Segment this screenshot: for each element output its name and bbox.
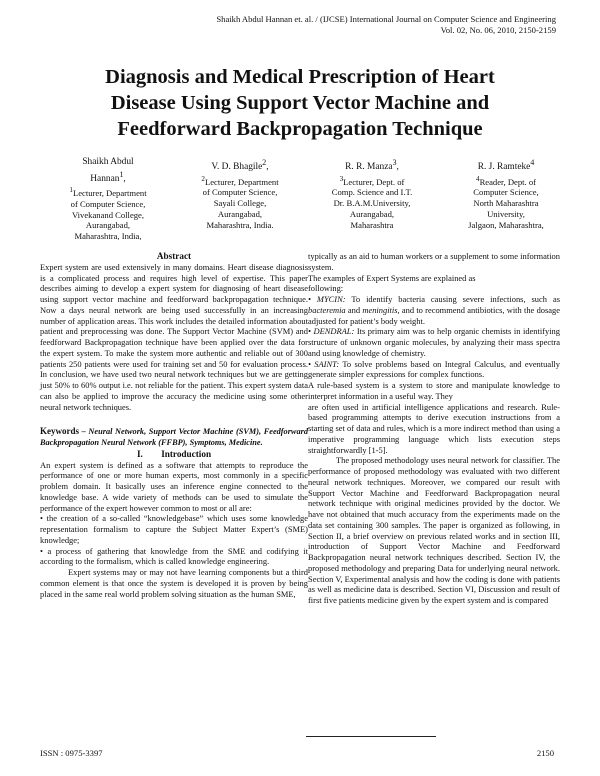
author-name: V. D. Bhagile$^2$, xyxy=(211,158,269,173)
body-paragraph: are often used in artificial intelligence applications and research. Rule-based programming attempts to derive execution instructions from a starting set of data and rules, which is a more indirect method than using a imperative programming language which lists execution steps straightforwardly [1-5]. xyxy=(308,401,560,455)
footnote-divider xyxy=(306,736,436,737)
title-line-1: Diagnosis and Medical Prescription of Heart xyxy=(105,66,495,88)
title-line-2: Disease Using Support Vector Machine and xyxy=(110,92,490,114)
intro-bullet: • the creation of a so-called “knowledgebase” which uses some knowledge representation formalism to capture the Subject Matter Expert’s (SME) knowledge; xyxy=(40,513,308,545)
author-affiliation: Vivekanand College, xyxy=(71,209,145,220)
author-name: Shaikh Abdul xyxy=(82,157,134,167)
author-affiliation: $^1$Lecturer, Department xyxy=(69,186,147,198)
section-heading-introduction: I. Introduction xyxy=(136,448,212,459)
keywords-label: Keywords xyxy=(40,426,79,437)
example-mycin: • MYCIN: To identify bacteria causing severe infections, such as bacteremia and meningitis, and to recommend antibiotics, with the dosage adjusted for patient’s body weight. xyxy=(308,294,560,326)
left-column xyxy=(40,251,308,599)
abstract-text: Expert system are used extensively in many domains. Heart disease diagnosis is a complicated process and requires high level of expertise. This paper describes aiming to develop a expert system for diagnosing of heart disease using support vector machine and feedforward backpropagation technique. Now a days neural network are being used successfully in an increasing number of application areas. This work includes the detailed information about patient and preprocessing was done. The Support Vector Machine (SVM) and feedforward Backpropagation technique have been applied over the data for the expert system. To make the system more authentic and reliable out of 300 patients 250 patients were used for training set and 50 for evaluation process. In conclusion, we have used two neural network techniques but we are getting just 50% to 60% output i.e. not reliable for the patient. This expert system data can also be applied to improve the accuracy the medicine using some other neural network techniques. xyxy=(40,261,308,412)
author-affiliation: Maharashtra, India, xyxy=(74,231,142,242)
body-paragraph: typically as an aid to human workers or a supplement to some information system. xyxy=(308,251,560,272)
author-affiliation: Maharashtra, India. xyxy=(206,219,274,230)
author-block xyxy=(52,157,562,253)
author-affiliation: of Computer Science, xyxy=(70,198,146,209)
author-affiliation: Dr. B.A.M.University, xyxy=(333,198,411,209)
keywords-text: – Neural Network, Support Vector Machine (SVM), Feedforward Backpropagation Neural Network (FFBP), Symptoms, Medicine. xyxy=(40,427,308,447)
author-name: R. J. Ramteke$^4$ xyxy=(477,158,535,173)
footer-issn: ISSN : 0975-3397 xyxy=(40,748,103,758)
author-name-cont: Hannan$^1$, xyxy=(90,169,126,184)
author-affiliation: Aurangabad, xyxy=(85,220,131,231)
header-journal-line: Shaikh Abdul Hannan et. al. / (IJCSE) International Journal on Computer Science and Engineering xyxy=(216,14,556,24)
body-paragraph: following: xyxy=(308,283,344,294)
author-2 xyxy=(184,157,296,230)
title-line-3: Feedforward Backpropagation Technique xyxy=(117,118,483,140)
author-affiliation: of Computer Science, xyxy=(202,187,278,198)
author-affiliation: North Maharashtra xyxy=(473,198,539,209)
author-affiliation: Computer Science, xyxy=(473,187,539,198)
body-paragraph: The examples of Expert Systems are explained as xyxy=(308,272,476,283)
running-header xyxy=(136,14,556,35)
footer-page-number: 2150 xyxy=(536,748,554,758)
author-affiliation: University, xyxy=(487,208,525,219)
author-name: R. R. Manza$^3$, xyxy=(345,158,399,173)
author-affiliation: $^4$Reader, Dept. of xyxy=(475,174,537,187)
author-affiliation: Jalgaon, Maharashtra, xyxy=(468,219,544,230)
author-affiliation: Aurangabad, xyxy=(217,208,263,219)
author-affiliation: $^3$Lecturer, Dept. of xyxy=(339,174,405,187)
author-affiliation: Comp. Science and I.T. xyxy=(331,187,413,198)
author-3 xyxy=(314,157,430,230)
intro-bullet: • a process of gathering that knowledge from the SME and codifying it according to the formalism, which is called knowledge engineering. xyxy=(40,545,308,567)
example-dendral: • DENDRAL: Its primary aim was to help organic chemists in identifying structure of unknown organic molecules, by analyzing their mass spectra and using knowledge of chemistry. xyxy=(308,326,560,358)
keywords xyxy=(40,426,308,449)
example-saint: • SAINT: To solve problems based on Integral Calculus, and eventually generate simpler expressions for complex functions. xyxy=(308,358,560,380)
intro-paragraph: Expert systems may or may not have learning components but a third common element is that once the system is developed it is proven by being placed in the same real world problem solving situation as the human SME, xyxy=(40,567,308,599)
body-paragraph: A rule-based system is a system to store and manipulate knowledge to interpret information in a useful way. They xyxy=(308,380,560,401)
abstract-heading: Abstract xyxy=(156,251,192,261)
author-affiliation: Sayali College, xyxy=(213,198,267,209)
intro-paragraph: An expert system is defined as a software that attempts to reproduce the performance of one or more human experts, most commonly in a specific problem domain. It basically uses an inference engine connected to the knowledge base. A wide variety of methods can be used to simulate the performance of the expert however common to most or all are: xyxy=(40,459,308,513)
author-4 xyxy=(450,157,562,230)
body-paragraph: The proposed methodology uses neural network for classifier. The performance of proposed methodology was evaluated with two different neural network techniques. Moreover, we compared our result with Support Vector Machine and Feedforward Backpropagation neural network technique with original medicines provided by the doctor. We have not obtained that much accuracy from the experiments made on the data set containing 300 samples. The paper is organized as following, in Section II, a brief overview on previous related works and in section III, introduction of Support Vector Machine and Feedforward Backpropagation neural network techniques described. Section IV, the proposed methodology and preparing Data for underlying neural network. Section V, Experimental analysis and how the coding is done with patients as well as medicine data is described. Section VI, Discussion and result of first five patients medicine given by the expert system and is compared xyxy=(308,455,560,605)
author-1 xyxy=(52,157,164,242)
author-affiliation: Maharashtra xyxy=(350,219,394,230)
header-volume-line: Vol. 02, No. 06, 2010, 2150-2159 xyxy=(440,24,556,35)
author-affiliation: Aurangabad, xyxy=(349,208,395,219)
right-column xyxy=(308,251,560,606)
author-affiliation: $^2$Lecturer, Department xyxy=(201,174,279,187)
paper-title xyxy=(40,64,560,142)
